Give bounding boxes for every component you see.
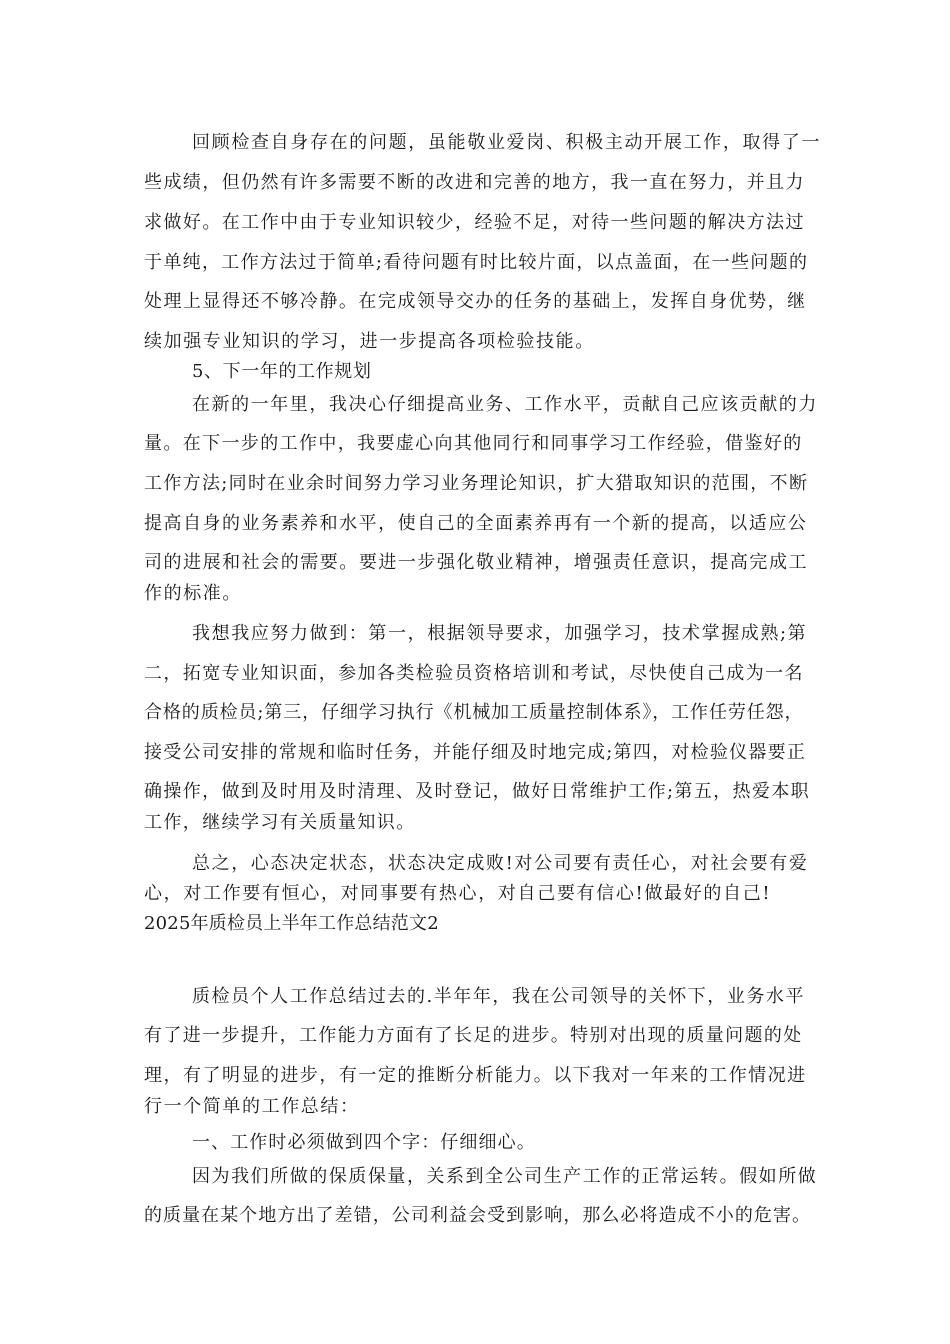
text-line: 有了进一步提升，工作能力方面有了长足的进步。特别对出现的质量问题的处 — [144, 1025, 803, 1046]
text-line: 工作，继续学习有关质量知识。 — [144, 812, 416, 833]
text-line: 回顾检查自身存在的问题，虽能敬业爱岗、积极主动开展工作，取得了一 — [192, 132, 822, 153]
text-line: 合格的质检员;第三，仔细学习执行《机械加工质量控制体系》，工作任劳任怨， — [144, 702, 804, 723]
text-line: 司的进展和社会的需要。要进一步强化敬业精神，增强责任意识，提高完成工 — [144, 552, 809, 573]
text-line: 续加强专业知识的学习，进一步提高各项检验技能。 — [144, 331, 595, 352]
text-line: 接受公司安排的常规和临时任务，并能仔细及时地完成;第四，对检验仪器要正 — [144, 742, 807, 763]
text-line: 提高自身的业务素养和水平，使自己的全面素养再有一个新的提高，以适应公 — [144, 513, 808, 534]
text-line: 求做好。在工作中由于专业知识较少，经验不足，对待一些问题的解决方法过 — [144, 212, 805, 233]
text-line: 确操作，做到及时用及时清理、及时登记，做好日常维护工作;第五，热爱本职 — [144, 781, 811, 802]
text-line: 5、下一年的工作规划 — [192, 361, 372, 382]
text-line: 于单纯，工作方法过于简单;看待问题有时比较片面，以点盖面，在一些问题的 — [144, 252, 809, 273]
text-line: 质检员个人工作总结过去的.半年年，我在公司领导的关怀下，业务水平 — [192, 986, 805, 1007]
text-line: 的质量在某个地方出了差错，公司利益会受到影响，那么必将造成不小的危害。 — [144, 1205, 812, 1226]
text-line: 我想我应努力做到：第一，根据领导要求，加强学习，技术掌握成熟;第 — [192, 623, 808, 644]
text-line: 一、工作时必须做到四个字：仔细细心。 — [192, 1132, 536, 1153]
text-line: 心，对工作要有恒心，对同事要有热心，对自己要有信心!做最好的自己! — [144, 883, 772, 904]
text-line: 在新的一年里，我决心仔细提高业务、工作水平，贡献自己应该贡献的力 — [192, 394, 818, 415]
text-line: 作的标准。 — [144, 583, 242, 604]
text-line: 行一个简单的工作总结： — [144, 1096, 360, 1117]
section-heading: 2025年质检员上半年工作总结范文2 — [144, 913, 439, 934]
text-line: 处理上显得还不够冷静。在完成领导交办的任务的基础上，发挥自身优势，继 — [144, 291, 807, 312]
text-line: 二，拓宽专业知识面，参加各类检验员资格培训和考试，尽快使自己成为一名 — [144, 663, 804, 684]
text-line: 量。在下一步的工作中，我要虚心向其他同行和同事学习工作经验，借鉴好的 — [144, 433, 803, 454]
text-line: 因为我们所做的保质保量，关系到全公司生产工作的正常运转。假如所做 — [192, 1166, 818, 1187]
text-line: 总之，心态决定状态，状态决定成败!对公司要有责任心，对社会要有爱 — [192, 853, 809, 874]
text-line: 理，有了明显的进步，有一定的推断分析能力。以下我对一年来的工作情况进 — [144, 1065, 807, 1086]
text-line: 些成绩，但仍然有许多需要不断的改进和完善的地方，我一直在努力，并且力 — [144, 172, 805, 193]
text-line: 工作方法;同时在业余时间努力学习业务理论知识，扩大猎取知识的范围，不断 — [144, 473, 809, 494]
